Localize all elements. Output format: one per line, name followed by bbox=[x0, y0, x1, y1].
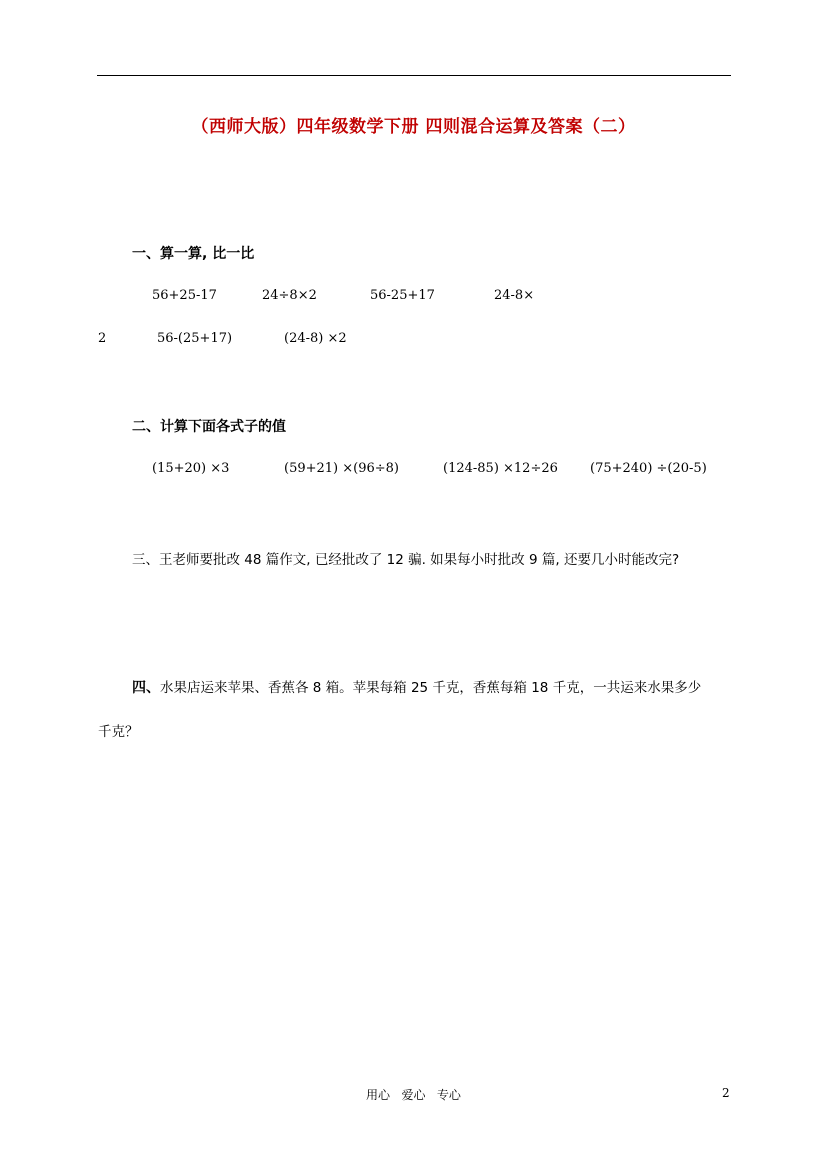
section3-problem: 三、王老师要批改 48 篇作文, 已经批改了 12 骗. 如果每小时批改 9 篇, 还要几小时能改完? bbox=[132, 552, 680, 568]
header-rule bbox=[97, 75, 731, 76]
s1-expr-1: 56+25-17 bbox=[152, 288, 217, 303]
section4-heading: 四、 bbox=[132, 680, 160, 696]
s2-expr-4: (75+240) ÷(20-5) bbox=[590, 461, 707, 476]
section1-heading: 一、算一算, 比一比 bbox=[132, 246, 255, 262]
document-title: （西师大版）四年级数学下册 四则混合运算及答案（二） bbox=[191, 117, 636, 137]
section4-text: 水果店运来苹果、香蕉各 8 箱。苹果每箱 25 千克，香蕉每箱 18 千克，一共运来水果多少 bbox=[160, 680, 702, 696]
s2-expr-3: (124-85) ×12÷26 bbox=[443, 461, 558, 476]
section4-line1 bbox=[132, 676, 701, 697]
page-number: 2 bbox=[722, 1086, 730, 1100]
s2-expr-1: (15+20) ×3 bbox=[152, 461, 230, 476]
section4-line2: 千克？ bbox=[98, 724, 139, 740]
s1-line2-start: 2 bbox=[98, 331, 107, 346]
s1-expr-5: 56-(25+17) bbox=[157, 331, 233, 346]
s1-expr-4: 24-8× bbox=[494, 288, 535, 303]
s2-expr-2: (59+21) ×(96÷8) bbox=[284, 461, 399, 476]
s1-expr-2: 24÷8×2 bbox=[262, 288, 317, 303]
s1-expr-3: 56-25+17 bbox=[370, 288, 435, 303]
footer-text: 用心 爱心 专心 bbox=[366, 1088, 461, 1102]
section2-heading: 二、计算下面各式子的值 bbox=[132, 419, 286, 435]
s1-expr-6: (24-8) ×2 bbox=[284, 331, 347, 346]
